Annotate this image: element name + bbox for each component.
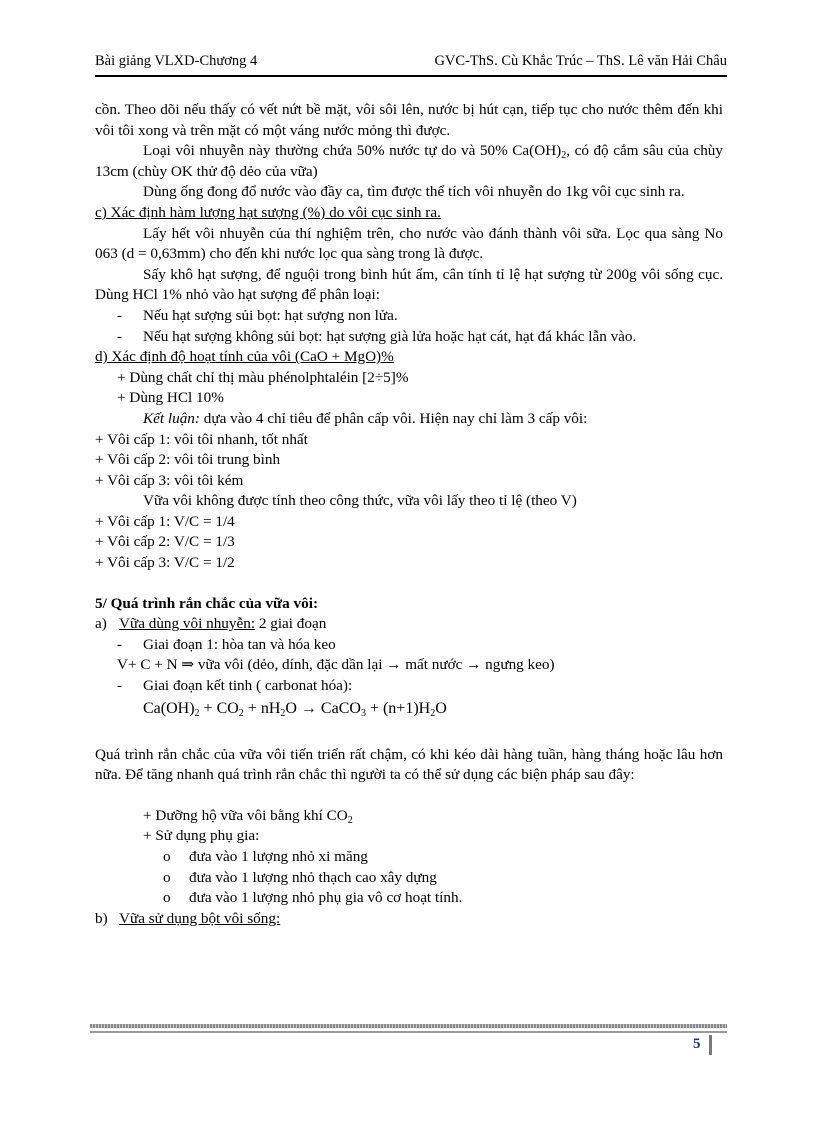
list-item: + Vôi cấp 1: V/C = 1/4 — [95, 512, 235, 530]
section-d-heading: d) Xác định độ hoạt tính của vôi (CaO + MgO)% — [95, 348, 394, 366]
list-item: + Vôi cấp 2: V/C = 1/3 — [95, 533, 235, 551]
footer-divider — [90, 1024, 727, 1028]
paragraph-hardening: Quá trình rắn chắc của vữa vôi tiến triển rất chậm, có khi kéo dài hàng tuần, hàng tháng hoặc lâu hơn nữa. Để tăng nhanh quá trình rắn chắc thì người ta có thể sử dụng các biện pháp sau đây: — [95, 745, 723, 784]
paragraph-conclusion: Kết luận: dựa vào 4 chỉ tiêu để phân cấp vôi. Hiện nay chỉ làm 3 cấp vôi: — [143, 409, 588, 427]
equation-carbonation: $Ca(OH)_2 + CO_2 + nH_2O$ → CaCO$_3$ + $(n+1)H_2O$ — [143, 699, 447, 719]
list-item: - Giai đoạn kết tinh ( carbonat hóa): — [117, 677, 353, 695]
list-item: + Dưỡng hộ vữa vôi bằng khí $CO_2$ — [143, 806, 353, 826]
page-body — [95, 100, 723, 929]
list-item: + Vôi cấp 1: vôi tôi nhanh, tốt nhất — [95, 430, 308, 448]
footer-divider-thin — [90, 1031, 727, 1033]
list-item: - Nếu hạt sượng không sủi bọt: hạt sượng già lửa hoặc hạt cát, hạt đá khác lẫn vào. — [117, 327, 637, 345]
list-item: + Vôi cấp 2: vôi tôi trung bình — [95, 451, 281, 469]
paragraph-sieve: Lấy hết vôi nhuyễn của thí nghiệm trên, cho nước vào đánh thành vôi sữa. Lọc qua sàng No 063 (d = 0,63mm) cho đến khi nước lọc qua sàng trong là được. — [95, 224, 723, 263]
spacer — [95, 786, 723, 806]
list-item: - Giai đoạn 1: hòa tan và hóa keo — [117, 635, 336, 653]
section-5-heading: 5/ Quá trình rắn chắc của vữa vôi: — [95, 594, 319, 612]
page-number: 5 — [693, 1036, 701, 1052]
list-item: o đưa vào 1 lượng nhỏ xi măng — [163, 848, 368, 865]
list-item: + Vôi cấp 3: V/C = 1/2 — [95, 554, 235, 572]
paragraph-lime-paste-content: Loại vôi nhuyễn này thường chứa 50% nước tự do và 50% $Ca(OH)_2$, có độ cắm sâu của chùy 13cm (chùy OK thử độ dẻo của vữa) — [95, 142, 723, 180]
page-header — [95, 52, 727, 70]
subsection-b: b) Vữa sử dụng bột vôi sống: — [95, 909, 281, 927]
header-authors: GVC-ThS. Cù Khắc Trúc – ThS. Lê văn Hải Châu — [434, 53, 727, 69]
list-item: + Dùng HCl 10% — [117, 389, 224, 407]
paragraph-volume-measure: Dùng ống đong đổ nước vào đầy ca, tìm được thể tích vôi nhuyễn do 1kg vôi cục sinh ra. — [143, 183, 685, 201]
list-item: + Dùng chất chỉ thị màu phénolphtaléin [2÷5]% — [117, 368, 409, 386]
spacer — [95, 721, 723, 745]
list-item: + Sử dụng phụ gia: — [143, 827, 260, 845]
spacer — [95, 574, 723, 594]
equation-stage1: V+ C + N ⇒ vữa vôi (dẻo, dính, đặc dần lại → mất nước → ngưng keo) — [117, 656, 555, 674]
paragraph-dry-classify: Sấy khô hạt sượng, để nguội trong bình hút ẩm, cân tính tỉ lệ hạt sượng từ 200g vôi sống cục. Dùng HCl 1% nhỏ vào hạt sượng để phân loại: — [95, 265, 723, 304]
subsection-a: a) Vữa dùng vôi nhuyễn: 2 giai đoạn — [95, 615, 327, 633]
list-item: o đưa vào 1 lượng nhỏ thạch cao xây dựng — [163, 868, 437, 886]
header-divider — [95, 75, 727, 77]
header-course-title: Bài giảng VLXD-Chương 4 — [95, 53, 258, 69]
paragraph-continuation: cồn. Theo dõi nếu thấy có vết nứt bề mặt, vôi sôi lên, nước bị hút cạn, tiếp tục cho nước thêm đến khi vôi tôi xong và trên mặt có một váng nước mỏng thì được. — [95, 101, 723, 139]
paragraph-mortar-ratio: Vữa vôi không được tính theo công thức, vữa vôi lấy theo tỉ lệ (theo V) — [143, 492, 577, 510]
list-item: - Nếu hạt sượng sủi bọt: hạt sượng non lửa. — [117, 306, 398, 324]
section-c-heading: c) Xác định hàm lượng hạt sượng (%) do vôi cục sinh ra. — [95, 203, 441, 221]
page-number-bar — [709, 1035, 712, 1055]
list-item: o đưa vào 1 lượng nhỏ phụ gia vô cơ hoạt tính. — [163, 889, 463, 907]
list-item: + Vôi cấp 3: vôi tôi kém — [95, 471, 244, 489]
